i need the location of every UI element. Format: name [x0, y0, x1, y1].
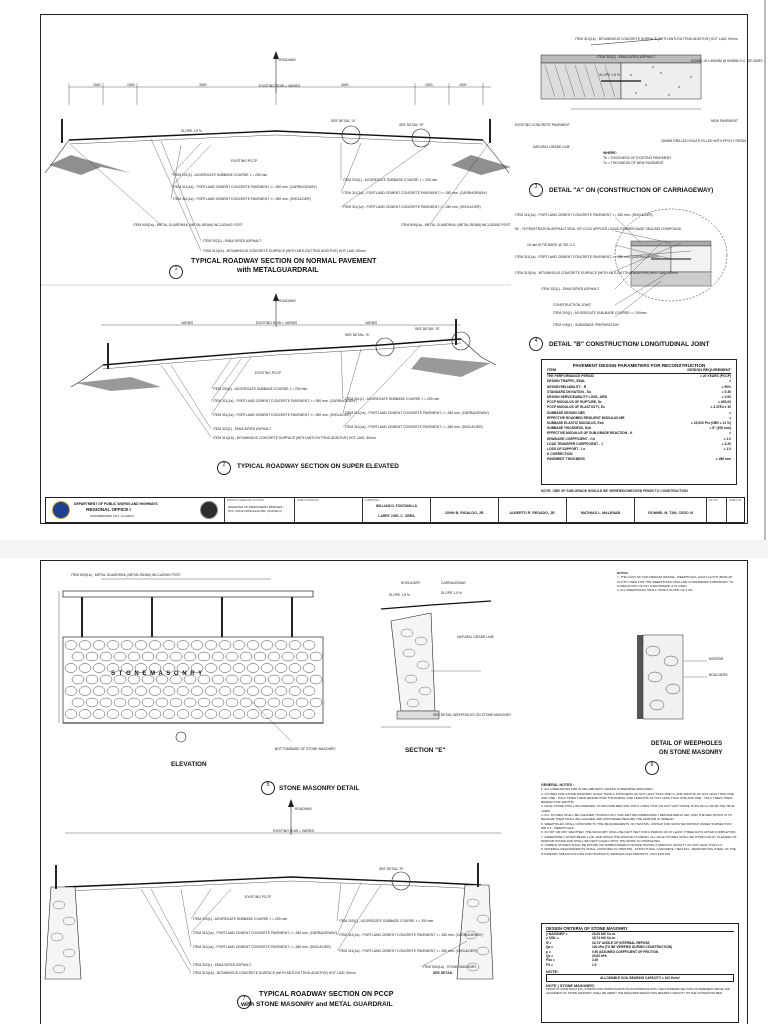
detail-b-label-7: CONSTRUCTION JOINT: [553, 303, 592, 307]
general-note-item: 4. ALL STONES SHALL BE CLEANED THOROUGHLY AND WETTED IMMEDIATELY BEFORE BEING SET, AND THE BED WHICH IS TO RECEIVE THEM SHALL BE CLEANED AND MOISTENED BEFORE THE MORTAR IS SPREAD.: [541, 813, 733, 822]
pccp-subtitle: with STONE MASONRY and METAL GUARDRAIL: [241, 1001, 393, 1008]
tb-sheet-contents-role: SHEET CONTENTS: [297, 499, 319, 502]
label-pccp-5: ITEM 310(1b) - BITUMINOUS CONCRETE SURFACE (WITH ANTI-RUTTING ADDITIVE) HOT LAID, 50mm: [193, 971, 356, 975]
carriageway-label: CARRIAGEWAY: [441, 581, 467, 585]
label-super-8: ITEM 311(1a) - PORTLAND CEMENT CONCRETE PAVEMENT, t = 280 mm. (SHOULDER): [345, 425, 483, 429]
notes-box: [617, 571, 739, 592]
detail-a-title: DETAIL "A" ON (CONSTRUCTION OF CARRIAGEWAY): [549, 187, 714, 194]
params-row-item: DESIGN SERVICEABILITY LOSS, ΔPSI: [547, 395, 608, 400]
see-detail-b-label-3: SEE DETAIL "B": [379, 867, 404, 871]
section-2-number: 2: [222, 462, 226, 468]
page-edge-rule: [764, 0, 766, 540]
stone-masonry-wall-label: S T O N E M A S O N R Y: [111, 671, 204, 677]
criteria-row-value: 100 kPa (TO BE VERIFIED DURING CONSTRUCTION): [592, 945, 673, 950]
section-6-number: 6: [650, 762, 654, 768]
label-pccp-7: ITEM 311(1a) - PORTLAND CEMENT CONCRETE PAVEMENT, t = 280 mm. (CARRIAGEWAY): [339, 933, 483, 937]
detail-b-label-6: ITEM 302(1) - EMULSIFIED ASPHALT: [541, 287, 600, 291]
detail-a-label-1: ITEM 310(1b) - BITUMINOUS CONCRETE SURFACE (WITH ANTI-RUTTING ADDITIVE) HOT LAID, 50mm: [575, 37, 738, 41]
detail-b-label-1: ITEM 311(1a) - PORTLAND CEMENT CONCRETE PAVEMENT, t = 280 mm. (SHOULDER): [515, 213, 653, 217]
see-detail-b-label-2: SEE DETAIL "B": [415, 327, 440, 331]
criteria-note: ALLOWABLE SOIL BEARING CAPACITY = 100 Kn/m²: [546, 974, 734, 982]
params-col-item: ITEM: [547, 368, 557, 372]
general-note-item: 6. IN HOT OR DRY WEATHER, THE MASONRY SHALL BE KEPT WET FOR A PERIOD OF AT LEAST THREE DAYS AFTER COMPLETION.: [541, 830, 737, 835]
label-pccp-9: ITEM 506(1a) - STONE MASONRY: [423, 965, 477, 969]
general-note-item: 8. COBBLE STONES SHALL BE ROUND OR SUBROUNDED IN SHAPE HAVING A SPECIFIC GRAVITY OF NOT LESS THAN 2.5.: [541, 843, 723, 848]
detail-a-label-2: ITEM 302(1) - EMULSIFIED ASPHALT: [597, 55, 656, 59]
page-gap: [0, 540, 768, 558]
detail-b-label-8: ITEM 200(1) - AGGREGATE SUB-BASE COURSE t = 200mm: [553, 311, 647, 315]
slope-label-1: SLOPE 1.5 %: [181, 129, 202, 133]
tb-project-cell: [224, 498, 294, 522]
params-row-item: DESIGN TRAFFIC, ESAL: [547, 379, 586, 384]
criteria-row-value: 0.50 ASSUMED COEFFICIENT OF FRICTION: [592, 949, 659, 954]
criteria-row-symbol: Φ =: [546, 940, 552, 945]
tb-approved: RONNEL M. TAN, CESO III: [648, 511, 693, 515]
label-super-7: ITEM 311(1a) - PORTLAND CEMENT CONCRETE PAVEMENT, t = 280 mm. (CARRIAGEWAY): [345, 411, 489, 415]
params-row-item: K CORRECTION: [547, 452, 573, 457]
criteria-row-symbol: Qs =: [546, 954, 553, 959]
dim-2: 1500: [127, 83, 135, 87]
criteria-rows: [546, 932, 734, 967]
tn-label: Tn = THICKNESS OF NEW PAVEMENT: [603, 161, 664, 165]
existing-pccp-label-1: EXISTING PCCP: [231, 159, 258, 163]
general-notes-title: GENERAL NOTES :: [541, 783, 575, 787]
existing-row-label-1: EXISTING ROW = VARIES: [259, 84, 301, 88]
section-e-slope-right: SLOPE 1.5 %: [441, 591, 462, 595]
normal-pavement-title: TYPICAL ROADWAY SECTION ON NORMAL PAVEMENT: [191, 258, 377, 265]
params-row-item: LOAD TRANSFER COEFFICIENT - J: [547, 441, 603, 446]
criteria-row-value: 2.40: [592, 958, 599, 963]
label-super-1: ITEM 200(1) - AGGREGATE SUBBASE COURSE, t = 200 mm.: [213, 387, 309, 391]
see-detail-b-label: SEE DETAIL "B": [399, 123, 424, 127]
params-row-item: THE PERFORMANCE PERIOD: [547, 374, 594, 379]
section-1-number: 1: [174, 266, 178, 272]
params-row-item: SUBBASE THICKNESS, Dsb: [547, 426, 592, 431]
elevation-title: ELEVATION: [171, 761, 207, 768]
detail-b-label-3: 16 mm Ø TIE BARS @ 750 O.C.: [527, 243, 577, 247]
stone-masonry-elevation-drawing: [41, 561, 361, 761]
criteria-row-value: 20.62 kPa: [592, 954, 607, 959]
label-pccp-4: ITEM 302(1) - EMULSIFIED ASPHALT: [193, 963, 252, 967]
params-row-value: = 0.35: [721, 389, 731, 394]
params-row-item: PAVEMENT THICKNESS: [547, 457, 585, 462]
params-row-item: SUBBASE DESIGN CBR: [547, 410, 585, 415]
weephole-label: SEE DETAIL WEEPHOLES ON STONE MASONRY: [433, 713, 512, 717]
params-row-item: EFFECTIVE MODULUS OF SUB-GRADE REACTION - K: [547, 431, 633, 436]
notes-title: NOTES:: [617, 571, 629, 575]
params-row-item: DRAINAGE COEFFICIENT - Cd: [547, 436, 595, 441]
label-left-6: ITEM 310(1b) - BITUMINOUS CONCRETE SURFACE (WITH ANTI-RUTTING ADDITIVE) HOT LAID, 50mm: [203, 249, 366, 253]
tb-agency: DEPARTMENT OF PUBLIC WORKS AND HIGHWAYS: [74, 502, 158, 506]
params-row: [547, 457, 731, 462]
criteria-row-symbol: γ SOIL =: [546, 936, 559, 941]
params-row-item: PCCP MODULUS OF ELASTICITY, Ec: [547, 405, 605, 410]
params-row-value: =: [729, 379, 731, 384]
varies-label-right: VARIES: [365, 321, 378, 325]
label-left-2: ITEM 311(1a) - PORTLAND CEMENT CONCRETE PAVEMENT, t = 280 mm. (CARRIAGEWAY): [173, 185, 317, 189]
dpwh-seal: [52, 501, 70, 519]
label-super-3: ITEM 311(1a) - PORTLAND CEMENT CONCRETE PAVEMENT, t = 280 mm. (SHOULDER): [213, 413, 351, 417]
label-left-3: ITEM 311(1a) - PORTLAND CEMENT CONCRETE PAVEMENT, t = 280 mm. (SHOULDER): [173, 197, 311, 201]
label-pccp-1: ITEM 200(1) - AGGREGATE SUBBASE COURSE, t = 200 mm.: [193, 917, 289, 921]
params-row-item: PCCP MODULUS OF RUPTURE, Sc: [547, 400, 602, 405]
drawing-sheet-1: [40, 14, 763, 524]
label-super-2: ITEM 311(1a) - PORTLAND CEMENT CONCRETE PAVEMENT, t = 280 mm. (CARRIAGEWAY): [213, 399, 357, 403]
section-1-marker: [169, 265, 183, 279]
te-label: Te = THICKNESS OF EXISTING PAVEMENT: [603, 156, 672, 160]
tb-recommended-cell: [566, 498, 634, 522]
general-notes: [541, 783, 741, 856]
bottom-masonry-label: BOTTOM/BASE OF STONE MASONRY: [275, 747, 336, 751]
params-col-req: DESIGN REQUIREMENT: [687, 368, 731, 372]
params-row-item: EFFECTIVE ROADBED RESILIENT MODULUS MR: [547, 415, 625, 420]
detail-b-number: 4: [534, 338, 538, 344]
roadway-label-1: ROADWAY: [279, 58, 297, 62]
general-note-item: 5. WEEPHOLES SHALL CONFORM TO THE REQUIREMENTS OF ITEM 505 - RIPRAP AND GROUTED RIPRAP UNDER SUBSECTION 505.3.4 - WEEPHOLES.: [541, 821, 732, 830]
detail-a-marker: [529, 183, 543, 197]
natural-grade-label-2: NATURAL GRADE LINE: [457, 635, 494, 639]
criteria-row-symbol: Qa =: [546, 945, 553, 950]
tb-office: REGIONAL OFFICE I: [86, 507, 131, 512]
tb-set-cell: [706, 498, 726, 522]
tb-checked: JOHN B. RIGALDO, JR.: [444, 511, 485, 515]
note-1: 1. THE COST OF FOR MEDIUM GRAVEL, WEEPHOLES, EACH CLOTH (BURLAP CLOTH USED FOR THE WEEPHOLES SHALL BE CONSIDERED SUBSIDIARY TO COMPLETION OF PAY ITEM WHERE IT IS USED.: [617, 575, 734, 588]
detail-a-label-4: EXISTING CONCRETE PAVEMENT: [515, 123, 570, 127]
existing-row-label-3: EXISTING ROW = VARIES: [273, 829, 315, 833]
params-row-item: LOSS OF SUPPORT - Ls: [547, 447, 586, 452]
dim-4: 3050: [341, 83, 349, 87]
detail-b-marker: [529, 337, 543, 351]
criteria-box: [541, 923, 739, 1023]
tb-submitted: WILLIAM D. FONTANILLA: [375, 504, 418, 508]
dim-1: 1500: [93, 83, 101, 87]
params-note: NOTE: CBR OF SUB-GRADE SHOULD BE VERIFIED/CHECKED PRIOR TO CONSTRUCTION: [541, 489, 688, 493]
params-row-value: = 650.00: [718, 400, 731, 405]
existing-pccp-label-3: EXISTING PCCP: [245, 895, 272, 899]
label-super-5: ITEM 310(1b) - BITUMINOUS CONCRETE SURFACE (WITH ANTI-RUTTING ADDITIVE) HOT LAID, 50mm: [213, 436, 376, 440]
label-pccp-6: ITEM 200(1) - AGGREGATE SUBBASE COURSE, t = 200 mm.: [339, 919, 435, 923]
label-pccp-8: ITEM 311(1a) - PORTLAND CEMENT CONCRETE PAVEMENT, t = 280 mm. (SHOULDER): [339, 949, 477, 953]
criteria-row-symbol: μ =: [546, 949, 551, 954]
stone-note: PRIOR TO CONSTRUCTION, CONDUCTION INVESTIGATION IN ACCORDANCE WITH THE STANDARD SECTION OF PAVEMENT ABOVE THE ALIGNMENT OF STONE MASONRY SHALL BE VERIFY THE REQUIRED DESIGN SOIL BEARING CAPACITY OF THE FOUNDATION BED.: [546, 987, 730, 995]
general-notes-list: [541, 787, 741, 856]
section-5-number: 5: [266, 782, 270, 788]
roadway-label-2: ROADWAY: [279, 299, 297, 303]
section-e-slope-left: SLOPE 1.5 %: [389, 593, 410, 597]
section-7-number: 7: [242, 996, 246, 1002]
label-left-5: ITEM 302(1) - EMULSIFIED ASPHALT: [203, 239, 262, 243]
title-block-1: [45, 497, 745, 523]
general-note-item: 9. MATERIAL REQUIREMENTS SHALL CONFORM TO ITEM 506 - STRUCTURAL CONCRETE, ITEM 404 - REINFORCING STEEL OF THE STANDARD SPECIFICATIONS FOR HIGHWAYS, BRIDGES AND AIRPORTS, 2013 EDITION.: [541, 847, 736, 856]
shoulder-label: SHOULDER: [401, 581, 420, 585]
label-pccp-2: ITEM 311(1a) - PORTLAND CEMENT CONCRETE PAVEMENT, t = 280 mm. (CARRIAGEWAY): [193, 931, 337, 935]
label-left-1: ITEM 201(1) - AGGREGATE SUBBASE COURSE, t = 200 mm.: [173, 173, 269, 177]
detail-a-label-3: DOWEL Ø x 600MM @ 600MM O.C. TIE BARS: [691, 59, 763, 63]
dpwh-logo: [200, 501, 218, 519]
dim-3: 3050: [199, 83, 207, 87]
tb-sheet-cell: [726, 498, 746, 522]
stone-masonry-detail-title: STONE MASONRY DETAIL: [279, 785, 360, 792]
detail-a-number: 3: [534, 184, 538, 190]
normal-pavement-section-drawing: [41, 15, 511, 265]
tb-set-role: SET NO.: [709, 499, 719, 502]
criteria-row-value: 33.74° ANGLE OF INTERNAL REPOSE: [592, 940, 650, 945]
note-2: 2. ALL WEEPHOLES SHALL HAVE A SLOPE OF 4.0%.: [617, 588, 694, 593]
tb-reviewed: ALBERTO R. REGADO, JR.: [509, 511, 556, 515]
stone-note-title: NOTE ( STONE MASONRY): [546, 984, 595, 989]
detail-b-label-9: ITEM 105(1) - SUBGRADE PREPARATION: [553, 323, 619, 327]
criteria-row-value: 23.53 kN/ Cu.m.: [592, 932, 616, 936]
params-row-value: = 8" (200 mm): [709, 426, 731, 431]
label-right-3: ITEM 311(1a) - PORTLAND CEMENT CONCRETE PAVEMENT, t = 280 mm. (SHOULDER): [343, 205, 481, 209]
mortar-label: MORTAR: [709, 657, 724, 661]
where-label: WHERE:: [603, 151, 617, 155]
see-detail-a-label-2: SEE DETAIL "A": [345, 333, 370, 337]
section-5-marker: [261, 781, 275, 795]
tb-project: WIDENING OF PERMANENT BRIDGES - STA. CRUZ PANGALAN BR. (PHASE II): [228, 505, 285, 513]
params-row-value: =: [729, 415, 731, 420]
params-row-value: = 15,000 Psi (CBR = 11 %): [690, 421, 731, 426]
label-super-6: ITEM 201(1) - AGGREGATE SUBBASE COURSE, t = 200 mm.: [345, 397, 441, 401]
dim-5: 1500: [425, 83, 433, 87]
tb-recommended: MATHIAS L. MALENAB: [580, 511, 621, 515]
general-note-item: 1. ALL DIMENSIONS ARE IN MILLIMETERS UNLESS OTHERWISE SPECIFIED.: [541, 787, 654, 792]
pavement-params-box: [541, 359, 737, 485]
tb-approved-cell: [634, 498, 706, 522]
params-row-value: =: [729, 431, 731, 436]
see-detail-label: SEE DETAIL: [433, 971, 453, 975]
tb-checked-cell: [430, 498, 498, 522]
existing-row-label-2: EXISTING ROW = VARIES: [256, 321, 298, 325]
detail-b-title: DETAIL "B" CONSTRUCTION/ LONGITUDINAL JOINT: [549, 341, 710, 348]
super-elevated-title: TYPICAL ROADWAY SECTION ON SUPER ELEVATED: [237, 463, 399, 470]
label-right-4: ITEM 605(1a) - METAL GUARDRAIL (METAL BEAM) INCLUDING POST: [401, 223, 511, 227]
natural-grade-label: NATURAL GRADE LINE: [533, 145, 570, 149]
criteria-row: [546, 963, 734, 967]
params-row-item: DESIGN RELIABILITY - R: [547, 384, 587, 389]
tb-city: SAN FERNANDO CITY, LA UNION: [90, 514, 134, 518]
criteria-row-value: 18.74 kN/ Cu.m.: [592, 936, 616, 941]
criteria-row-symbol: γ MASONRY =: [546, 932, 568, 936]
label-right-2: ITEM 311(1a) - PORTLAND CEMENT CONCRETE PAVEMENT, t = 280 mm. (CARRIAGEWAY): [343, 191, 487, 195]
section-e-title: SECTION "E": [405, 747, 446, 754]
tb-submitted-role: SUBMITTED: [365, 499, 379, 502]
params-row-value: = 90%: [721, 384, 731, 389]
existing-pccp-label-2: EXISTING PCCP: [255, 371, 282, 375]
section-6-marker: [645, 761, 659, 775]
weepholes-title: DETAIL OF WEEPHOLES: [651, 741, 723, 747]
guardrail-label: ITEM 605(1a) - METAL GUARDRAIL (METAL BEAM) INCLUDING POST: [71, 573, 181, 577]
params-rows: [547, 374, 731, 462]
tb-prepared: LARRY JOEL C. OBRA: [378, 514, 415, 518]
params-row-value: = 1.0: [723, 436, 731, 441]
params-row-item: SUBBASE ELASTIC MODULUS, Esb: [547, 421, 604, 426]
varies-label-left: VARIES: [181, 321, 194, 325]
params-row-value: = 280 mm: [715, 457, 731, 462]
dim-6: 1500: [459, 83, 467, 87]
params-title: PAVEMENT DESIGN PARAMETERS FOR RECONSTRUCTION: [572, 363, 706, 368]
label-super-4: ITEM 302(1) - EMULSIFIED ASPHALT: [213, 427, 272, 431]
detail-b-label-2: 50 - 75 PENETRATION ASPHALT SEAL OR COLD APPLIED LIQUID RUBBER BASE SEALING COMPOUND: [515, 227, 682, 231]
section-2-marker: [217, 461, 231, 475]
detail-a-label-6: 150MM DRILLED HOLES FILLED WITH EPOXY RESIN: [661, 139, 746, 143]
label-left-4: ITEM 605(1a) - METAL GUARDRAIL (METAL BEAM) INCLUDING POST: [133, 223, 243, 227]
tb-sheet-role: SHEET NO.: [729, 499, 742, 502]
normal-pavement-subtitle: with METALGUARDRAIL: [237, 267, 319, 274]
detail-b-label-4: ITEM 311(1a) - PORTLAND CEMENT CONCRETE PAVEMENT, t = 280 mm. (CARRIAGEWAY): [515, 255, 659, 259]
general-note-item: 3. FACE STONE SHALL BE DRESSED TO PROVIDE BED AND JOINT LINES THAT DO NOT VARY MORE THAN 20mm FROM THE TRUE LINES.: [541, 804, 735, 813]
tb-reviewed-cell: [498, 498, 566, 522]
criteria-row-value: 1.5: [592, 962, 597, 967]
label-pccp-3: ITEM 311(1a) - PORTLAND CEMENT CONCRETE PAVEMENT, t = 280 mm. (SHOULDER): [193, 945, 331, 949]
see-detail-a-label: SEE DETAIL "A": [331, 119, 356, 123]
criteria-row-symbol: FS =: [546, 962, 553, 967]
general-note-item: 7. IMMEDIATELY AFTER BEING LAID, AND WHILE THE MORTAR IS FRESH, ALL FACE STONES SHALL BE THOROUGHLY CLEANED OF MORTAR STAINS AND SHALL BE KEPT CLEAN UNTIL THE WORK IS COMPLETED.: [541, 834, 737, 843]
boulders-label: BOULDERS: [709, 673, 728, 677]
params-row-value: = 20 YEARS (PCCP): [700, 374, 731, 379]
detail-a-slope: SLOPE 1.5 %: [599, 73, 620, 77]
drawing-sheet-2: [40, 560, 748, 1024]
params-row-value: = 3.20: [721, 441, 731, 446]
tb-sheet-contents-cell: [294, 498, 362, 522]
detail-a-label-5: NEW PAVEMENT: [711, 119, 738, 123]
weepholes-subtitle: ON STONE MASONRY: [659, 750, 723, 756]
criteria-note-title: NOTE:: [546, 969, 559, 975]
roadway-label-3: ROADWAY: [295, 807, 313, 811]
params-row-item: STANDARD DEVIATION - So: [547, 389, 592, 394]
params-row-value: = 2.00: [721, 395, 731, 400]
general-note-item: 2. STONES FOR STONE MASONRY SHALL HAVE A THICKNESS OF NOT LESS THAN 150mm, AND WIDTHS OF NOT LESS THAN ONE AND ONE - HALF TIMES THEIR RESPECTIVE THICKNESS, AND LENGTHS OF NOT LESS THAN ONE AND ONE - HALF TIMES THEIR RESPECTIVE WIDTHS.: [541, 791, 734, 805]
label-right-1: ITEM 200(1) - AGGREGATE SUBBASE COURSE, t = 200 mm.: [343, 178, 439, 182]
params-row-value: = 3.37E4 x 10: [710, 405, 731, 410]
criteria-row-symbol: FSo =: [546, 958, 555, 963]
detail-b-label-5: ITEM 310(1b) - BITUMINOUS CONCRETE SURFACE (WITH ANTI-RUTTING ADDITIVE) HOT LAID, 50mm: [515, 271, 678, 275]
pccp-title: TYPICAL ROADWAY SECTION ON PCCP: [259, 991, 394, 998]
tb-project-role: PROJECT NAME AND LOCATION: [227, 499, 264, 502]
params-row-value: = 1.0: [723, 447, 731, 452]
criteria-title: DESIGN CRITERIA OF STONE MASONRY: [546, 926, 734, 932]
tb-submitted-cell: [362, 498, 430, 522]
params-row-value: =: [729, 410, 731, 415]
